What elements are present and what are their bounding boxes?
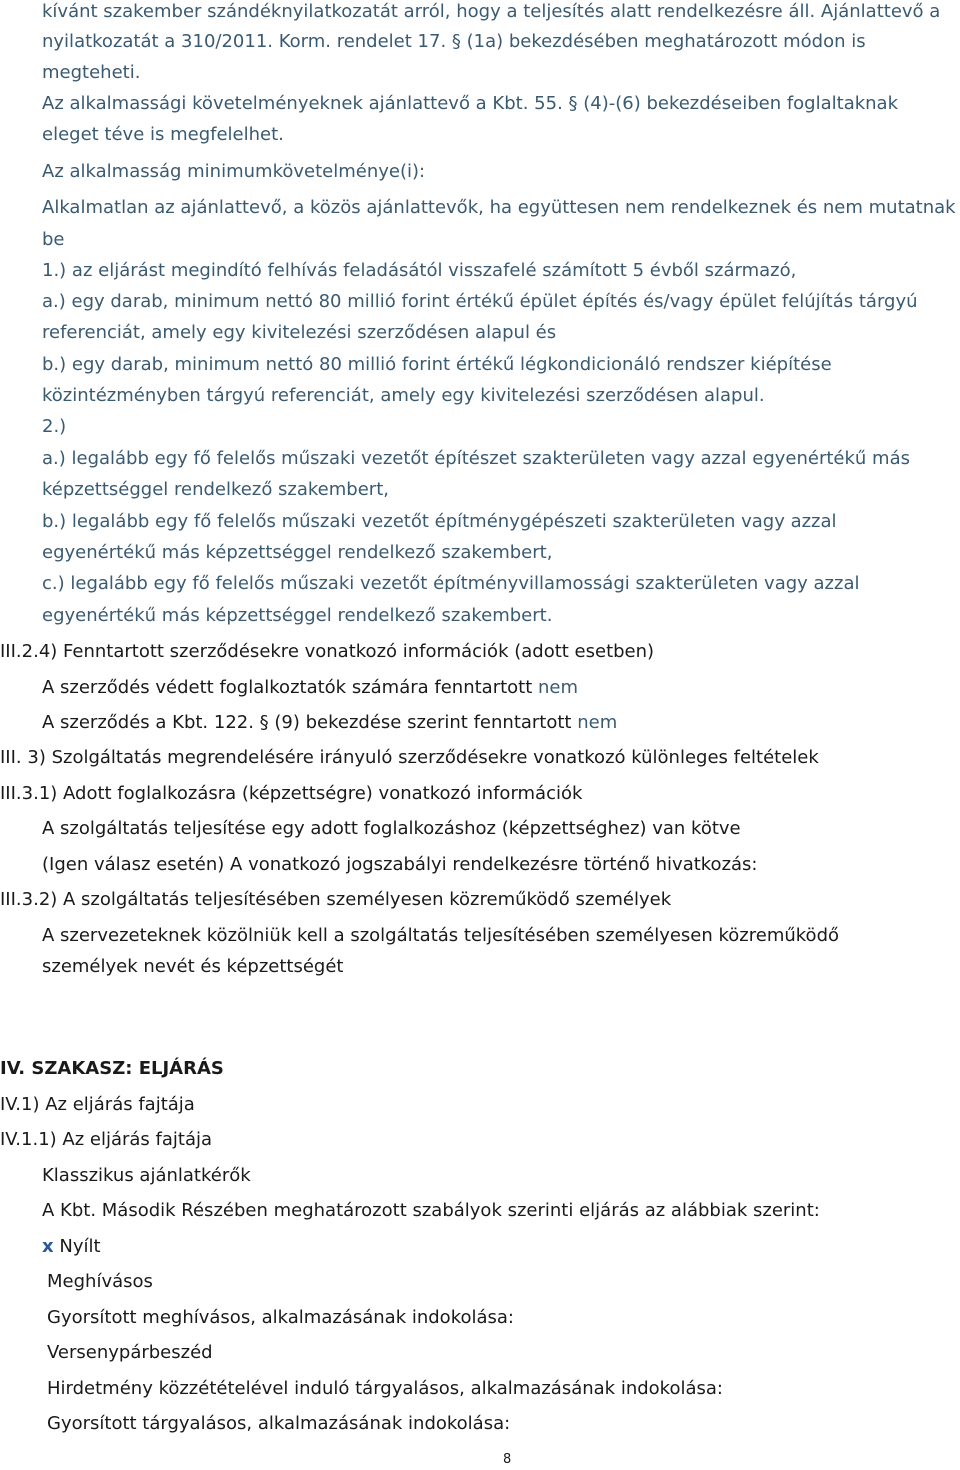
selected-mark: x (42, 1236, 54, 1257)
text-line: a.) legalább egy fő felelős műszaki vezetőt építészet szakterületen vagy azzal egyenértékű más (42, 448, 910, 469)
text-line: Az alkalmassági követelményeknek ajánlattevő a Kbt. 55. § (4)-(6) bekezdéseiben foglaltaknak (42, 93, 899, 114)
text-line: A szolgáltatás teljesítése egy adott foglalkozáshoz (képzettséghez) van kötve (42, 818, 741, 839)
reserved-label: A szerződés védett foglalkoztatók számára fenntartott (42, 677, 539, 698)
reserved-value: nem (538, 677, 579, 698)
text-line: referenciát, amely egy kivitelezési szerződésen alapul és (42, 322, 557, 343)
text-line: eleget téve is megfelelhet. (42, 124, 284, 145)
procedure-option: Versenypárbeszéd (47, 1342, 213, 1363)
option-label: Nyílt (59, 1236, 101, 1257)
text-line: kívánt szakember szándéknyilatkozatát arról, hogy a teljesítés alatt rendelkezésre áll. Ajánlattevő a (42, 1, 941, 22)
text-line: (Igen válasz esetén) A vonatkozó jogszabályi rendelkezésre történő hivatkozás: (42, 854, 758, 875)
subsection-heading: IV.1.1) Az eljárás fajtája (0, 1129, 213, 1150)
text-line: Klasszikus ajánlatkérők (42, 1165, 251, 1186)
text-line: egyenértékű más képzettséggel rendelkező szakembert, (42, 542, 553, 563)
text-line: egyenértékű más képzettséggel rendelkező szakembert. (42, 605, 553, 626)
text-line: A szervezeteknek közölniük kell a szolgáltatás teljesítésében személyesen közreműködő (42, 925, 840, 946)
text-line: közintézményben tárgyú referenciát, amely egy kivitelezési szerződésen alapul. (42, 385, 765, 406)
text-line: képzettséggel rendelkező szakembert, (42, 479, 389, 500)
subsection-heading: III.3.2) A szolgáltatás teljesítésében személyesen közreműködő személyek (0, 889, 672, 910)
text-line: személyek nevét és képzettségét (42, 956, 344, 977)
reserved-row-1 (42, 676, 578, 700)
reserved-value: nem (577, 712, 618, 733)
reserved-label: A szerződés a Kbt. 122. § (9) bekezdése szerint fenntartott (42, 712, 578, 733)
text-line: 1.) az eljárást megindító felhívás feladásától visszafelé számított 5 évből származó, (42, 260, 797, 281)
text-line: nyilatkozatát a 310/2011. Korm. rendelet 17. § (1a) bekezdésében meghatározott módon is (42, 31, 866, 52)
procedure-option: Meghívásos (47, 1271, 153, 1292)
section-heading: III.2.4) Fenntartott szerződésekre vonatkozó információk (adott esetben) (0, 641, 655, 662)
text-line: 2.) (42, 416, 67, 437)
section-title: IV. SZAKASZ: ELJÁRÁS (0, 1058, 224, 1079)
procedure-option-selected (42, 1235, 101, 1259)
text-line: Az alkalmasság minimumkövetelménye(i): (42, 161, 426, 182)
text-line: A Kbt. Második Részében meghatározott szabályok szerinti eljárás az alábbiak szerint: (42, 1200, 820, 1221)
procedure-option: Gyorsított meghívásos, alkalmazásának indokolása: (47, 1307, 514, 1328)
text-line: a.) egy darab, minimum nettó 80 millió forint értékű épület építés és/vagy épület felújítás tárgyú (42, 291, 918, 312)
text-line: b.) egy darab, minimum nettó 80 millió forint értékű légkondicionáló rendszer kiépítése (42, 354, 832, 375)
text-line: b.) legalább egy fő felelős műszaki vezetőt építménygépészeti szakterületen vagy azzal (42, 511, 837, 532)
text-line: c.) legalább egy fő felelős műszaki vezetőt építményvillamossági szakterületen vagy azzal (42, 573, 860, 594)
subsection-heading: IV.1) Az eljárás fajtája (0, 1094, 195, 1115)
reserved-row-2 (42, 711, 617, 735)
section-heading: III. 3) Szolgáltatás megrendelésére irányuló szerződésekre vonatkozó különleges feltételek (0, 747, 819, 768)
text-line: megteheti. (42, 62, 141, 83)
procedure-option: Gyorsított tárgyalásos, alkalmazásának indokolása: (47, 1413, 511, 1434)
text-line: be (42, 229, 65, 250)
page-number: 8 (503, 1452, 512, 1467)
procedure-option: Hirdetmény közzétételével induló tárgyalásos, alkalmazásának indokolása: (47, 1378, 723, 1399)
subsection-heading: III.3.1) Adott foglalkozásra (képzettségre) vonatkozó információk (0, 783, 583, 804)
text-line: Alkalmatlan az ajánlattevő, a közös ajánlattevők, ha együttesen nem rendelkeznek és nem mutatnak (42, 197, 956, 218)
